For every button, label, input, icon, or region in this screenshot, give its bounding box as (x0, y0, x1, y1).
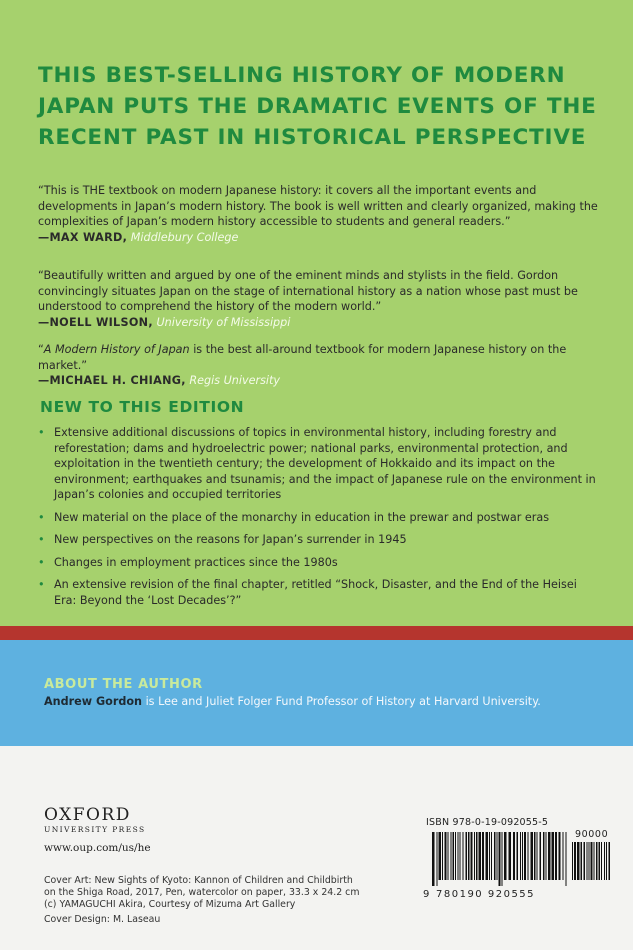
list-item-text: Changes in employment practices since the 1980s (54, 555, 338, 569)
blurb-attribution (38, 373, 598, 389)
list-item-text: Extensive additional discussions of topics in environmental history, including forestry and reforestation; dams and hydroelectric power; national parks, environmental protection, and exploitation in the twentieth century; the development of Hokkaido and its impact on the environment; earthquakes and tsunamis; and the impact of Japanese rule on the environment in Japan’s colonies and occupied territories (54, 426, 596, 501)
list-item (38, 532, 598, 548)
university-press-label: UNIVERSITY PRESS (44, 825, 146, 834)
barcode-bar (587, 842, 588, 880)
barcode-bar (606, 842, 607, 880)
barcode-bar (513, 832, 515, 880)
barcode-bar (455, 832, 456, 880)
list-item (38, 510, 598, 526)
barcode-bar (497, 832, 498, 880)
publisher-logo (44, 806, 146, 834)
barcode-bar (599, 842, 601, 880)
barcode-bar (537, 832, 538, 880)
blurb-text: “Beautifully written and argued by one of the eminent minds and stylists in the field. Gordon convincingly situates Japan on the stage of international history as a nation whose past must be understood to comprehend the history of the modern world.” (38, 269, 578, 314)
list-item-text: An extensive revision of the final chapter, retitled “Shock, Disaster, and the End of the Heisei Era: Beyond the ‘Lost Decades’?” (54, 578, 577, 607)
list-item-text: New material on the place of the monarchy in education in the prewar and postwar eras (54, 510, 550, 524)
blurb-wilson (38, 268, 598, 330)
barcode-bar (546, 832, 547, 880)
blurb-text: is the best all-around textbook for modern Japanese history on the market.” (38, 343, 567, 372)
bullet-icon: • (38, 426, 45, 439)
barcode-bar (458, 832, 459, 880)
price-addon-number: 90000 (575, 829, 609, 840)
barcode-bar (474, 832, 475, 880)
barcode-bar (548, 832, 551, 880)
bullet-icon: • (38, 533, 45, 546)
cover-art-line: (c) YAMAGUCHI Akira, Courtesy of Mizuma Art Gallery (44, 899, 296, 911)
blurb-chiang (38, 342, 598, 389)
barcode-bar (437, 832, 438, 886)
blurb-attribution (38, 230, 598, 246)
barcode-bar (499, 832, 501, 886)
barcode-bar (534, 832, 536, 880)
barcode-bar (517, 832, 519, 880)
barcode-bar (466, 832, 468, 880)
blurb-attribution (38, 315, 598, 331)
blurb-ward (38, 183, 598, 245)
barcode-bar (566, 832, 567, 886)
ean-number: 780190 920555 (436, 889, 536, 900)
blurb-author: —NOELL WILSON, (38, 315, 153, 329)
publisher-url: www.oup.com/us/he (44, 842, 151, 854)
barcode-bar (574, 842, 576, 880)
barcode-bar (572, 842, 573, 880)
blurb-author: —MAX WARD, (38, 230, 128, 244)
isbn-label: ISBN 978-0-19-092055-5 (426, 817, 549, 828)
barcode-bar (491, 832, 492, 880)
addon-barcode (572, 842, 612, 886)
barcode-bar (520, 832, 521, 880)
oxford-wordmark: OXFORD (44, 805, 131, 825)
blue-panel (0, 640, 633, 746)
cover-credits (44, 875, 384, 926)
barcode-bar (589, 842, 590, 880)
barcode-bar (453, 832, 455, 880)
about-author-heading: ABOUT THE AUTHOR (44, 677, 203, 692)
bullet-icon: • (38, 578, 45, 591)
list-item (38, 577, 598, 608)
new-edition-heading: NEW TO THIS EDITION (40, 398, 245, 416)
barcode-bar (584, 842, 586, 880)
barcode-bar (482, 832, 484, 880)
blurb-institution: University of Mississippi (156, 315, 291, 329)
new-edition-list (38, 425, 598, 615)
barcode-bar (468, 832, 470, 880)
blurb-author: —MICHAEL H. CHIANG, (38, 374, 186, 388)
list-item (38, 425, 598, 503)
barcode-bar (540, 832, 542, 880)
cover-art-line: on the Shiga Road, 2017, Pen, watercolor on paper, 33.3 x 24.2 cm (44, 887, 360, 899)
barcode-bar (596, 842, 598, 880)
barcode-bar (522, 832, 523, 880)
barcode-bar (494, 832, 496, 880)
barcode-bar (552, 832, 555, 880)
barcode-bar (591, 842, 593, 880)
barcode-bar (524, 832, 526, 880)
blurb-open-quote: “ (38, 343, 44, 356)
about-author-text (44, 695, 541, 708)
blurb-text: “This is THE textbook on modern Japanese history: it covers all the important events and developments in Japan’s modern history. The book is well written and clearly organized, making the complexities of Japan’s modern history accessible to students and general readers.” (38, 184, 598, 229)
barcode-bar (502, 832, 503, 886)
barcode-bar (451, 832, 452, 880)
barcode-bar (471, 832, 473, 880)
barcode-bar (489, 832, 490, 880)
barcode-bar (528, 832, 529, 880)
blurb-institution: Middlebury College (130, 230, 239, 244)
ean-first-digit: 9 (423, 889, 430, 900)
bullet-icon: • (38, 510, 45, 524)
barcode-bar (559, 832, 561, 880)
red-stripe (0, 626, 633, 640)
barcode-bar (531, 832, 534, 880)
bullet-icon: • (38, 555, 45, 569)
barcode-bar (594, 842, 595, 880)
barcode-bar (555, 832, 557, 880)
barcode-bar (445, 832, 447, 880)
barcode-bar (439, 832, 442, 880)
barcode-bar (577, 842, 580, 880)
cover-design-line: Cover Design: M. Laseau (44, 913, 161, 925)
cover-art-line: Cover Art: New Sights of Kyoto: Kannon of Children and Childbirth (44, 875, 353, 886)
barcode-bar (432, 832, 435, 886)
book-title: A Modern History of Japan (43, 343, 190, 356)
author-name: Andrew Gordon (44, 695, 143, 708)
blurb-institution: Regis University (189, 374, 281, 388)
barcode-bar (442, 832, 443, 880)
ean-barcode (432, 832, 568, 886)
barcode-bar (609, 842, 611, 880)
headline: THIS BEST-SELLING HISTORY OF MODERN JAPAN PUTS THE DRAMATIC EVENTS OF THE RECENT PAST IN HISTORICAL PERSPECTIVE (38, 63, 597, 150)
barcode-bar (504, 832, 507, 880)
barcode-bar (486, 832, 489, 880)
barcode-bar (460, 832, 461, 880)
barcode-bar (604, 842, 605, 880)
list-item-text: New perspectives on the reasons for Japan’s surrender in 1945 (54, 533, 407, 546)
barcode-bar (476, 832, 478, 880)
barcode-bar (563, 832, 564, 880)
barcode-bar (448, 832, 449, 880)
barcode-bar (509, 832, 512, 880)
barcode-bar (581, 842, 583, 880)
barcode-bar (463, 832, 464, 880)
barcode-bar (479, 832, 482, 880)
barcode-bar (543, 832, 545, 880)
barcode-bar (601, 842, 602, 880)
list-item (38, 555, 598, 571)
author-bio: is Lee and Juliet Folger Fund Professor of History at Harvard University. (142, 695, 541, 708)
